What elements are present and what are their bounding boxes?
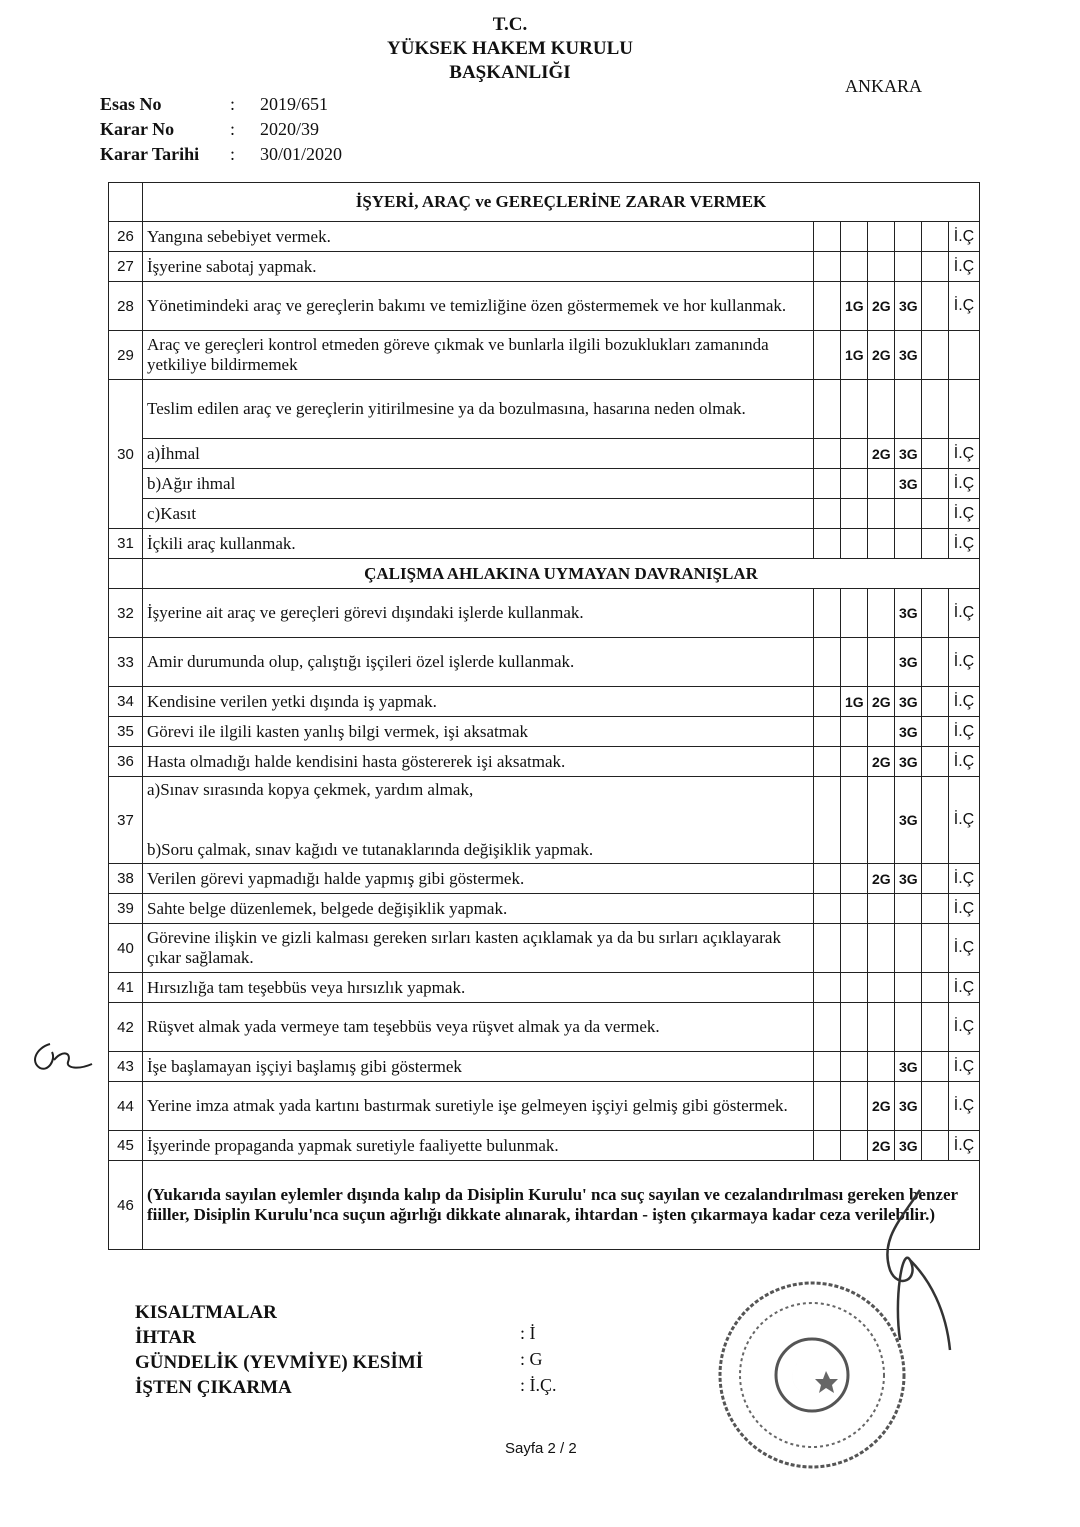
table-row <box>109 638 980 687</box>
grade-1g-cell <box>840 638 867 687</box>
meta-colon: : <box>230 119 236 139</box>
signature-icon <box>850 1180 970 1360</box>
grade-3g-cell: 3G <box>894 717 921 747</box>
grade-1g-cell: 1G <box>840 282 867 331</box>
grade-1g-cell: 1G <box>840 331 867 380</box>
section-row <box>109 559 980 589</box>
empty-cell <box>109 183 143 222</box>
table-subrow <box>109 469 980 499</box>
row-number: 33 <box>109 638 143 687</box>
empty-cell <box>109 559 143 589</box>
grade-2g-cell <box>867 717 894 747</box>
grade-2g-cell <box>867 222 894 252</box>
table-subrow <box>109 439 980 469</box>
row-number: 37 <box>109 777 143 864</box>
dismissal-cell: İ.Ç <box>948 717 979 747</box>
grade-empty-cell <box>813 638 840 687</box>
grade-3g-cell <box>894 499 921 529</box>
row-number: 39 <box>109 894 143 924</box>
grade-2g-cell <box>867 589 894 638</box>
dismissal-cell: İ.Ç <box>948 469 979 499</box>
meta-label: Karar Tarihi <box>100 144 200 164</box>
grade-1g-cell <box>840 777 867 864</box>
table-row <box>109 717 980 747</box>
grade-2g-cell: 2G <box>867 1082 894 1131</box>
row-text: İşe başlamayan işçiyi başlamış gibi göstermek <box>143 1052 814 1082</box>
grade-3g-cell: 3G <box>894 282 921 331</box>
grade-3g-cell: 3G <box>894 638 921 687</box>
grade-empty-cell <box>921 222 948 252</box>
grade-3g-cell: 3G <box>894 1082 921 1131</box>
row-text: c)Kasıt <box>143 499 814 529</box>
dismissal-cell: İ.Ç <box>948 499 979 529</box>
grade-2g-cell <box>867 924 894 973</box>
row-number: 41 <box>109 973 143 1003</box>
table-row <box>109 687 980 717</box>
grade-empty-cell <box>921 777 948 864</box>
grade-empty-cell <box>813 1052 840 1082</box>
grade-1g-cell <box>840 252 867 282</box>
grade-empty-cell <box>813 380 840 439</box>
row-text: Hasta olmadığı halde kendisini hasta göstererek işi aksatmak. <box>143 747 814 777</box>
grade-2g-cell <box>867 973 894 1003</box>
row-text: Kendisine verilen yetki dışında iş yapmak. <box>143 687 814 717</box>
abbreviations-block <box>135 1300 423 1400</box>
meta-label: Esas No <box>100 94 162 114</box>
dismissal-cell: İ.Ç <box>948 747 979 777</box>
dismissal-cell: İ.Ç <box>948 864 979 894</box>
row-text: İşyerine ait araç ve gereçleri görevi dışındaki işlerde kullanmak. <box>143 589 814 638</box>
row-text: Amir durumunda olup, çalıştığı işçileri özel işlerde kullanmak. <box>143 638 814 687</box>
dismissal-cell: İ.Ç <box>948 1003 979 1052</box>
row-number: 30 <box>109 380 143 529</box>
grade-3g-cell: 3G <box>894 439 921 469</box>
grade-empty-cell <box>813 222 840 252</box>
dismissal-cell: İ.Ç <box>948 894 979 924</box>
grade-2g-cell <box>867 1052 894 1082</box>
grade-empty-cell <box>813 687 840 717</box>
grade-1g-cell <box>840 1131 867 1161</box>
meta-value: 2019/651 <box>260 94 329 114</box>
dismissal-cell: İ.Ç <box>948 638 979 687</box>
row-text: Yerine imza atmak yada kartını bastırmak suretiyle işe gelmeyen işçiyi gelmiş gibi göstermek. <box>143 1082 814 1131</box>
grade-2g-cell <box>867 252 894 282</box>
grade-3g-cell: 3G <box>894 777 921 864</box>
table-row <box>109 894 980 924</box>
dismissal-cell: İ.Ç <box>948 687 979 717</box>
grade-3g-cell <box>894 1003 921 1052</box>
grade-empty-cell <box>921 894 948 924</box>
grade-3g-cell: 3G <box>894 1052 921 1082</box>
table-row <box>109 924 980 973</box>
grade-2g-cell <box>867 777 894 864</box>
row-text: Teslim edilen araç ve gereçlerin yitirilmesine ya da bozulmasına, hasarına neden olmak. <box>143 380 814 439</box>
grade-1g-cell <box>840 717 867 747</box>
row-number: 32 <box>109 589 143 638</box>
grade-2g-cell: 2G <box>867 282 894 331</box>
grade-3g-cell: 3G <box>894 469 921 499</box>
row-text: Görevi ile ilgili kasten yanlış bilgi vermek, işi aksatmak <box>143 717 814 747</box>
grade-empty-cell <box>921 924 948 973</box>
row-text-a: a)Sınav sırasında kopya çekmek, yardım almak, <box>147 780 474 799</box>
row-number: 35 <box>109 717 143 747</box>
row-number: 28 <box>109 282 143 331</box>
dismissal-cell <box>948 380 979 439</box>
header-tc: T.C. <box>492 14 528 35</box>
handwritten-initials <box>22 1030 102 1080</box>
meta-row <box>100 142 342 167</box>
row-text-b: b)Soru çalmak, sınav kağıdı ve tutanaklarında değişiklik yapmak. <box>147 840 594 859</box>
row-number: 31 <box>109 529 143 559</box>
meta-value: 30/01/2020 <box>260 144 343 164</box>
dismissal-cell: İ.Ç <box>948 1082 979 1131</box>
grade-empty-cell <box>921 331 948 380</box>
grade-empty-cell <box>813 439 840 469</box>
row-number: 27 <box>109 252 143 282</box>
grade-1g-cell <box>840 1082 867 1131</box>
table-row <box>109 529 980 559</box>
grade-3g-cell <box>894 894 921 924</box>
table-row <box>109 589 980 638</box>
row-number: 42 <box>109 1003 143 1052</box>
table-row <box>109 1082 980 1131</box>
table-row <box>109 777 980 864</box>
row-number: 45 <box>109 1131 143 1161</box>
abbr-label: GÜNDELİK (YEVMİYE) KESİMİ <box>135 1352 424 1373</box>
abbreviations-title: KISALTMALAR <box>135 1302 277 1323</box>
grade-1g-cell <box>840 469 867 499</box>
meta-colon: : <box>230 94 236 114</box>
abbr-value: : İ.Ç. <box>520 1375 557 1395</box>
grade-1g-cell <box>840 439 867 469</box>
grade-3g-cell <box>894 924 921 973</box>
abbr-label: İHTAR <box>135 1327 196 1348</box>
grade-empty-cell <box>921 282 948 331</box>
grade-3g-cell: 3G <box>894 1131 921 1161</box>
table-row <box>109 747 980 777</box>
grade-1g-cell <box>840 864 867 894</box>
meta-colon: : <box>230 144 236 164</box>
grade-empty-cell <box>921 717 948 747</box>
dismissal-cell: İ.Ç <box>948 252 979 282</box>
grade-3g-cell <box>894 252 921 282</box>
grade-1g-cell <box>840 222 867 252</box>
row-number: 43 <box>109 1052 143 1082</box>
meta-row <box>100 92 342 117</box>
grade-3g-cell: 3G <box>894 747 921 777</box>
grade-empty-cell <box>813 777 840 864</box>
grade-2g-cell: 2G <box>867 747 894 777</box>
section-row <box>109 183 980 222</box>
grade-empty-cell <box>921 1003 948 1052</box>
row-number: 26 <box>109 222 143 252</box>
grade-1g-cell <box>840 924 867 973</box>
grade-empty-cell <box>813 1082 840 1131</box>
table-subrow <box>109 499 980 529</box>
table-row <box>109 864 980 894</box>
grade-3g-cell: 3G <box>894 589 921 638</box>
grade-2g-cell: 2G <box>867 864 894 894</box>
grade-2g-cell: 2G <box>867 687 894 717</box>
row-text: Verilen görevi yapmadığı halde yapmış gibi göstermek. <box>143 864 814 894</box>
grade-2g-cell <box>867 499 894 529</box>
grade-empty-cell <box>921 1131 948 1161</box>
table-row <box>109 380 980 439</box>
meta-value: 2020/39 <box>260 119 320 139</box>
row-number: 34 <box>109 687 143 717</box>
grade-empty-cell <box>921 439 948 469</box>
grade-empty-cell <box>921 1082 948 1131</box>
grade-1g-cell <box>840 747 867 777</box>
grade-empty-cell <box>921 252 948 282</box>
grade-empty-cell <box>813 529 840 559</box>
row-number: 29 <box>109 331 143 380</box>
row-text: Rüşvet almak yada vermeye tam teşebbüs veya rüşvet almak ya da vermek. <box>143 1003 814 1052</box>
grade-empty-cell <box>921 380 948 439</box>
page-number: Sayfa 2 / 2 <box>505 1440 577 1457</box>
row-text: (Yukarıda sayılan eylemler dışında kalıp da Disiplin Kurulu' nca suç sayılan ve cezalandırılması gereken benzer fiiller, Disiplin Kurulu'nca suçun ağırlığı dikkate alınarak, ihtardan - işten çıkarmaya kadar ceza verilebilir.) <box>143 1161 980 1250</box>
grade-empty-cell <box>813 973 840 1003</box>
grade-1g-cell <box>840 894 867 924</box>
dismissal-cell: İ.Ç <box>948 777 979 864</box>
grade-empty-cell <box>813 252 840 282</box>
grade-empty-cell <box>813 864 840 894</box>
penalty-table <box>108 182 980 1250</box>
grade-empty-cell <box>921 529 948 559</box>
table-row <box>109 973 980 1003</box>
grade-2g-cell: 2G <box>867 331 894 380</box>
grade-empty-cell <box>921 1052 948 1082</box>
table-row <box>109 331 980 380</box>
dismissal-cell: İ.Ç <box>948 589 979 638</box>
grade-2g-cell <box>867 380 894 439</box>
header-org: YÜKSEK HAKEM KURULU <box>387 38 633 59</box>
row-text: Hırsızlığa tam teşebbüs veya hırsızlık yapmak. <box>143 973 814 1003</box>
grade-empty-cell <box>921 687 948 717</box>
grade-2g-cell <box>867 638 894 687</box>
table-row <box>109 252 980 282</box>
row-text: Yangına sebebiyet vermek. <box>143 222 814 252</box>
section-title: ÇALIŞMA AHLAKINA UYMAYAN DAVRANIŞLAR <box>143 559 980 589</box>
grade-1g-cell: 1G <box>840 687 867 717</box>
grade-1g-cell <box>840 973 867 1003</box>
row-text: a)İhmal <box>143 439 814 469</box>
row-text: İşyerinde propaganda yapmak suretiyle faaliyette bulunmak. <box>143 1131 814 1161</box>
grade-2g-cell <box>867 469 894 499</box>
abbr-value: : G <box>520 1349 543 1369</box>
meta-label: Karar No <box>100 119 175 139</box>
row-text: İçkili araç kullanmak. <box>143 529 814 559</box>
grade-1g-cell <box>840 1003 867 1052</box>
grade-2g-cell <box>867 894 894 924</box>
abbreviations-values <box>520 1320 557 1398</box>
grade-2g-cell: 2G <box>867 1131 894 1161</box>
table-row <box>109 1131 980 1161</box>
grade-empty-cell <box>813 469 840 499</box>
grade-2g-cell: 2G <box>867 439 894 469</box>
grade-empty-cell <box>921 638 948 687</box>
grade-empty-cell <box>813 331 840 380</box>
grade-empty-cell <box>813 1131 840 1161</box>
row-text: Sahte belge düzenlemek, belgede değişiklik yapmak. <box>143 894 814 924</box>
row-text: İşyerine sabotaj yapmak. <box>143 252 814 282</box>
table-row <box>109 222 980 252</box>
table-row <box>109 1052 980 1082</box>
meta-row <box>100 117 342 142</box>
abbr-label: İŞTEN ÇIKARMA <box>135 1377 292 1398</box>
grade-3g-cell <box>894 222 921 252</box>
table-row <box>109 1003 980 1052</box>
row-text: Araç ve gereçleri kontrol etmeden göreve çıkmak ve bunlarla ilgili bozuklukları zamanında yetkiliye bildirmemek <box>143 331 814 380</box>
row-text: b)Ağır ihmal <box>143 469 814 499</box>
case-meta <box>100 92 342 167</box>
dismissal-cell: İ.Ç <box>948 282 979 331</box>
dismissal-cell: İ.Ç <box>948 529 979 559</box>
section-title: İŞYERİ, ARAÇ ve GEREÇLERİNE ZARAR VERMEK <box>143 183 980 222</box>
grade-1g-cell <box>840 499 867 529</box>
grade-empty-cell <box>813 894 840 924</box>
grade-empty-cell <box>813 499 840 529</box>
grade-2g-cell <box>867 1003 894 1052</box>
grade-1g-cell <box>840 589 867 638</box>
abbr-value: : İ <box>520 1323 536 1343</box>
row-text <box>143 777 814 864</box>
grade-empty-cell <box>813 282 840 331</box>
row-number: 46 <box>109 1161 143 1250</box>
grade-empty-cell <box>813 924 840 973</box>
row-text: Yönetimindeki araç ve gereçlerin bakımı ve temizliğine özen göstermemek ve hor kullanmak. <box>143 282 814 331</box>
dismissal-cell: İ.Ç <box>948 924 979 973</box>
grade-empty-cell <box>813 1003 840 1052</box>
grade-3g-cell: 3G <box>894 687 921 717</box>
table-row <box>109 282 980 331</box>
grade-3g-cell <box>894 529 921 559</box>
grade-empty-cell <box>813 747 840 777</box>
grade-empty-cell <box>813 717 840 747</box>
grade-3g-cell: 3G <box>894 331 921 380</box>
row-text: Görevine ilişkin ve gizli kalması gereken sırları kasten açıklamak ya da bu sırları açıklayarak çıkar sağlamak. <box>143 924 814 973</box>
row-number: 36 <box>109 747 143 777</box>
grade-1g-cell <box>840 380 867 439</box>
grade-3g-cell <box>894 973 921 1003</box>
city-label: ANKARA <box>845 76 923 96</box>
grade-3g-cell <box>894 380 921 439</box>
dismissal-cell: İ.Ç <box>948 1052 979 1082</box>
grade-empty-cell <box>921 499 948 529</box>
dismissal-cell: İ.Ç <box>948 973 979 1003</box>
row-number: 40 <box>109 924 143 973</box>
grade-empty-cell <box>921 469 948 499</box>
table-row <box>109 1161 980 1250</box>
dismissal-cell: İ.Ç <box>948 1131 979 1161</box>
row-number: 38 <box>109 864 143 894</box>
row-number: 44 <box>109 1082 143 1131</box>
grade-2g-cell <box>867 529 894 559</box>
grade-empty-cell <box>813 589 840 638</box>
grade-1g-cell <box>840 1052 867 1082</box>
grade-empty-cell <box>921 973 948 1003</box>
grade-empty-cell <box>921 747 948 777</box>
dismissal-cell <box>948 331 979 380</box>
grade-1g-cell <box>840 529 867 559</box>
dismissal-cell: İ.Ç <box>948 439 979 469</box>
dismissal-cell: İ.Ç <box>948 222 979 252</box>
grade-3g-cell: 3G <box>894 864 921 894</box>
grade-empty-cell <box>921 864 948 894</box>
header-presidency: BAŞKANLIĞI <box>449 62 571 83</box>
grade-empty-cell <box>921 589 948 638</box>
